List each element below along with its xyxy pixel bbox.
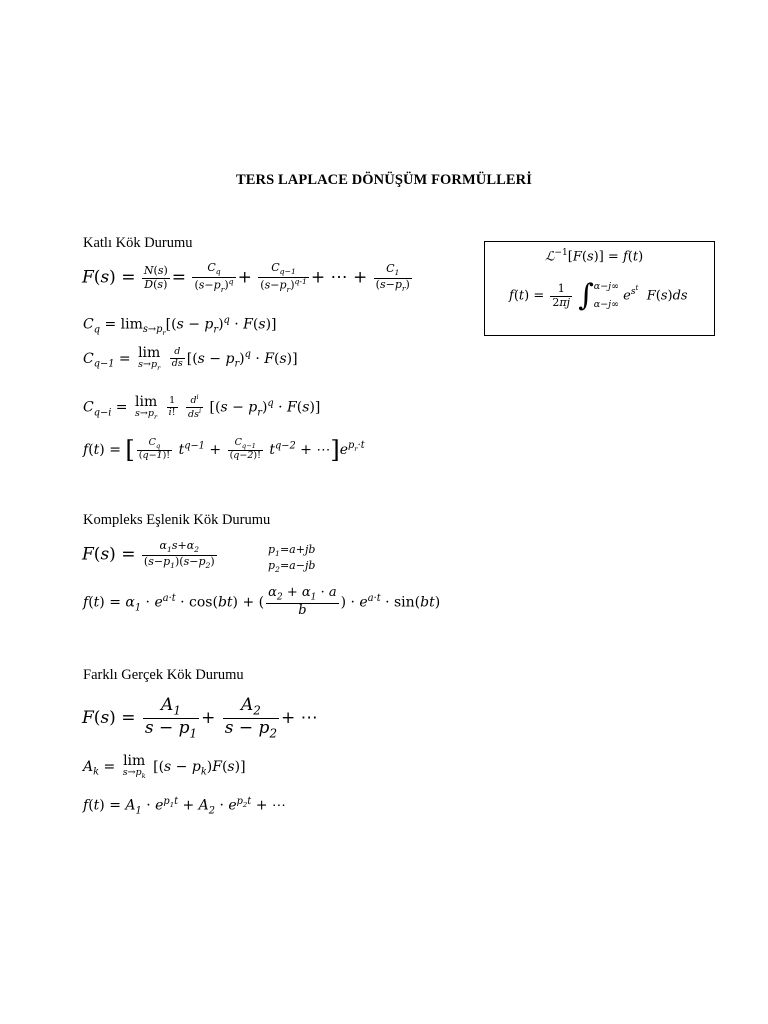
formula-cq-1: $C_{q-1}$ = lim $s\to p_r$ $\frac{d}{ds}$ $[(s - p_r)^q \cdot F(s)]$: [83, 345, 298, 372]
formula-cq-i: $C_{q-i}$ = lim $s\to p_r$ $\frac{1}{i!}$ $\frac{d^i}{ds^i}$ $[(s - p_r)^q \cdot F(s)]$: [83, 393, 321, 421]
formula-inverse-laplace-integral: f(t) = $\frac{1}{2\pi j}$ ∫ α−j∞ α−j∞ $e^{s^t}$ F(s)ds: [509, 278, 688, 314]
formula-inverse-laplace-notation: ℒ$^{-1}$[F(s)] = f(t): [545, 248, 644, 265]
formula-ft-complex: $f(t) = \alpha_1 \cdot e^{a\cdot t} \cdot \cos(bt)$ + ( $\frac{\alpha_2 + \alpha_1 \cdot a}{b}$ ) · $e^{a\cdot t} \cdot \sin(bt)$: [83, 585, 441, 619]
formula-ft-distinct: $f(t) = A_1 \cdot e^{p_1t} + A_2 \cdot e^{p_2t}$ + ⋯: [83, 796, 286, 817]
formula-cq: $C_q = \lim_{s\to p_r}[(s - p_r)^q \cdot F(s)]$: [83, 315, 277, 338]
section-heading-distinct-roots: Farklı Gerçek Kök Durumu: [83, 667, 244, 683]
formula-complex-poles: $p_1=a+jb$ $p_2=a-jb$: [268, 543, 316, 575]
section-heading-complex-roots: Kompleks Eşlenik Kök Durumu: [83, 512, 271, 528]
formula-ak: $A_k$ = lim $s\to p_k$ $[(s - p_k)F(s)]$: [83, 753, 246, 780]
formula-fs-distinct: F(s) = $\frac{A_1}{s - p_1}$ + $\frac{A_2}{s - p_2}$ + ⋯: [82, 695, 318, 741]
formula-ft-multiple: f(t) = [ $\frac{C_q}{(q-1)!}$ $t^{q-1}$ + $\frac{C_{q-1}}{(q-2)!}$ $t^{q-2}$ + $\cdots]e^{p_r\cdot t}$: [83, 436, 365, 464]
section-heading-multiple-roots: Katlı Kök Durumu: [83, 235, 193, 251]
formula-fs-complex: F(s) = $\frac{\alpha_1s+\alpha_2}{(s-p_1)(s-p_2)}$: [82, 539, 215, 571]
formula-partial-fraction-multiple: F(s) = $\frac{N(s)}{D(s)}$ = $\frac{C_q}{(s-p_r)^q}$ + $\frac{C_{q-1}}{(s-p_r)^{q-1}}$ + ⋯ + $\frac{C_1}{(s-p_r)}$: [82, 261, 410, 294]
page-title: TERS LAPLACE DÖNÜŞÜM FORMÜLLERİ: [236, 172, 532, 188]
